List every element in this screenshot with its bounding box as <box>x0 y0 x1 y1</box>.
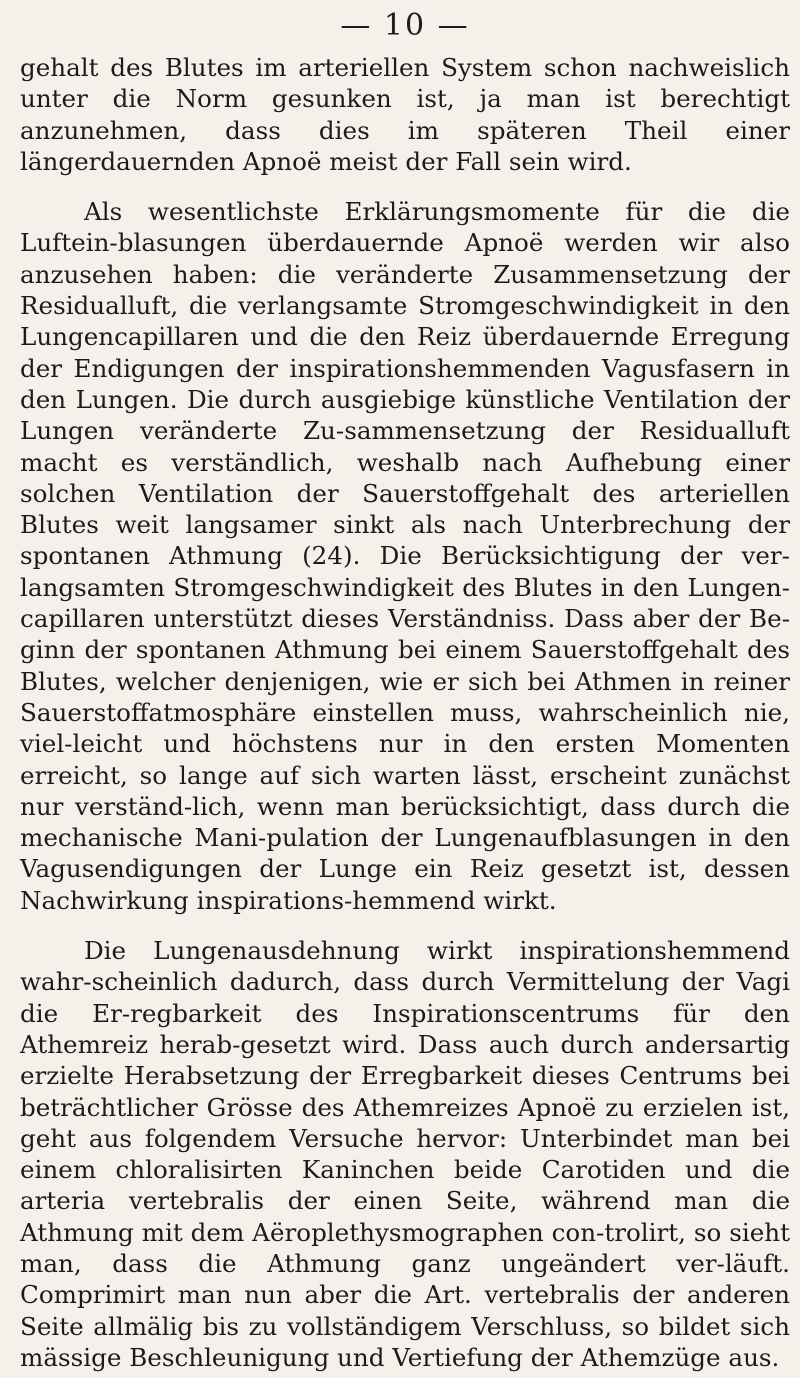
paragraph-1: gehalt des Blutes im arteriellen System schon nachweislich unter die Norm gesunken ist, ja man ist berechtigt anzunehmen, dass dies im späteren Theil einer längerdauernden Apnoë meist der Fall sein wird. <box>20 53 790 176</box>
paragraph-3: Die Lungenausdehnung wirkt inspirationshemmend wahr-scheinlich dadurch, dass durch Vermittelung der Vagi die Er-regbarkeit des Inspirationscentrums für den Athemreiz herab-gesetzt wird. Dass auch durch andersartig erzielte Herabsetzung der Erregbarkeit dieses Centrums bei beträchtlicher Grösse des Athemreizes Apnoë zu erzielen ist, geht aus folgendem Versuche hervor: Unterbindet man bei einem chloralisirten Kaninchen beide Carotiden und die arteria vertebralis der einen Seite, während man die Athmung mit dem Aëroplethysmographen con-trolirt, so sieht man, dass die Athmung ganz ungeändert ver-läuft. Comprimirt man nun aber die Art. vertebralis der anderen Seite allmälig bis zu vollständigem Verschluss, so bildet sich mässige Beschleunigung und Vertiefung der Athemzüge aus. <box>20 936 790 1372</box>
paragraph-2: Als wesentlichste Erklärungsmomente für die die Luftein-blasungen überdauernde Apnoë werden wir also anzusehen haben: die veränderte Zusammensetzung der Residualluft, die verlangsamte Stromgeschwindigkeit in den Lungencapillaren und die den Reiz überdauernde Erregung der Endigungen der inspirationshemmenden Vagusfasern in den Lungen. Die durch ausgiebige künstliche Ventilation der Lungen veränderte Zu-sammensetzung der Residualluft macht es verständlich, weshalb nach Aufhebung einer solchen Ventilation der Sauerstoffgehalt des arteriellen Blutes weit langsamer sinkt als nach Unterbrechung der spontanen Athmung (24). Die Berücksichtigung der ver-langsamten Stromgeschwindigkeit des Blutes in den Lungen-capillaren unterstützt dieses Verständniss. Dass aber der Be-ginn der spontanen Athmung bei einem Sauerstoffgehalt des Blutes, welcher denjenigen, wie er sich bei Athmen in reiner Sauerstoffatmosphäre einstellen muss, wahrscheinlich nie, viel-leicht und höchstens nur in den ersten Momenten erreicht, so lange auf sich warten lässt, erscheint zunächst nur verständ-lich, wenn man berücksichtigt, dass durch die mechanische Mani-pulation der Lungenaufblasungen in den Vagusendigungen der Lunge ein Reiz gesetzt ist, dessen Nachwirkung inspirations-hemmend wirkt. <box>20 197 790 915</box>
page-number-header: — 10 — <box>340 8 470 43</box>
